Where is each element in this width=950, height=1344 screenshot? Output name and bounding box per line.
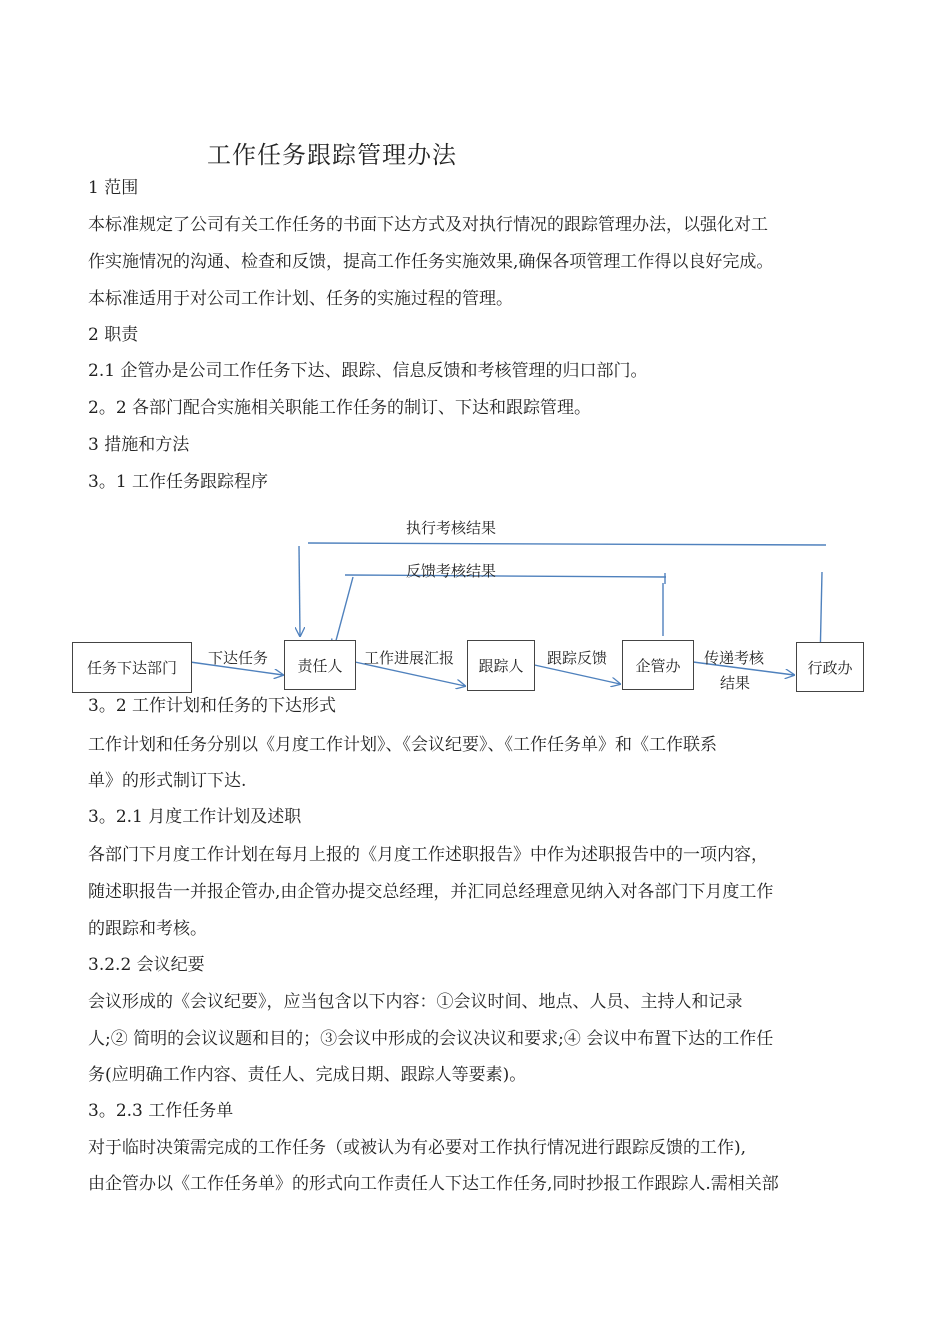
box-management-office: 企管办 [622,640,694,690]
subsection-heading: 3。2.3 工作任务单 [88,1101,234,1121]
subsection-heading: 3.2.2 会议纪要 [88,955,205,975]
paragraph-line: 随述职报告一并报企管办,由企管办提交总经理，并汇同总经理意见纳入对各部门下月度工作 [88,882,774,902]
document-title: 工作任务跟踪管理办法 [207,141,457,169]
paragraph-line: 单》的形式制订下达. [88,771,247,791]
paragraph-line: 2.1 企管办是公司工作任务下达、跟踪、信息反馈和考核管理的归口部门。 [88,361,648,381]
feedback-result-label: 反馈考核结果 [406,562,497,580]
box-admin-office: 行政办 [796,642,864,692]
paragraph-line: 作实施情况的沟通、检查和反馈，提高工作任务实施效果,确保各项管理工作得以良好完成。 [88,252,774,272]
pass-result-label-1: 传递考核 [704,649,765,667]
exec-result-arrow [299,546,300,636]
subsection-heading: 3。1 工作任务跟踪程序 [88,472,269,492]
pass-result-label-2: 结果 [720,674,751,692]
progress-report-label: 工作进展汇报 [364,649,455,667]
paragraph-line: 各部门下月度工作计划在每月上报的《月度工作述职报告》中作为述职报告中的一项内容， [88,845,768,865]
subsection-heading: 3。2 工作计划和任务的下达形式 [88,696,337,716]
paragraph-line: 本标准适用于对公司工作计划、任务的实施过程的管理。 [88,289,513,309]
subsection-heading: 3。2.1 月度工作计划及述职 [88,807,302,827]
box-responsible-person: 责任人 [284,640,356,690]
section-3-heading: 3 措施和方法 [88,435,190,455]
paragraph-line: 务(应明确工作内容、责任人、完成日期、跟踪人等要素)。 [88,1065,527,1085]
track-feedback-label: 跟踪反馈 [547,649,608,667]
paragraph-line: 本标准规定了公司有关工作任务的书面下达方式及对执行情况的跟踪管理办法，以强化对工 [88,215,768,235]
tracking-flow-diagram [0,505,950,705]
feedback-result-arrow [334,577,353,648]
paragraph-line: 会议形成的《会议纪要》，应当包含以下内容：①会议时间、地点、人员、主持人和记录 [88,992,743,1012]
section-2-heading: 2 职责 [88,325,139,345]
paragraph-line: 2。2 各部门配合实施相关职能工作任务的制订、下达和跟踪管理。 [88,398,592,418]
exec-result-label: 执行考核结果 [406,519,497,537]
section-1-heading: 1 范围 [88,178,139,198]
box-task-issuer: 任务下达部门 [72,642,192,693]
paragraph-line: 人;② 简明的会议议题和目的；③会议中形成的会议决议和要求;④ 会议中布置下达的工作任 [88,1029,774,1049]
exec-result-line [308,543,826,545]
paragraph-line: 由企管办以《工作任务单》的形式向工作责任人下达工作任务,同时抄报工作跟踪人.需相关部 [88,1174,779,1194]
box-tracker: 跟踪人 [467,640,535,691]
issue-task-label: 下达任务 [208,649,269,667]
feedback-result-line [345,575,666,577]
paragraph-line: 工作计划和任务分别以《月度工作计划》、《会议纪要》、《工作任务单》和《工作联系 [88,735,717,755]
paragraph-line: 的跟踪和考核。 [88,919,207,939]
paragraph-line: 对于临时决策需完成的工作任务（或被认为有必要对工作执行情况进行跟踪反馈的工作), [88,1138,747,1158]
